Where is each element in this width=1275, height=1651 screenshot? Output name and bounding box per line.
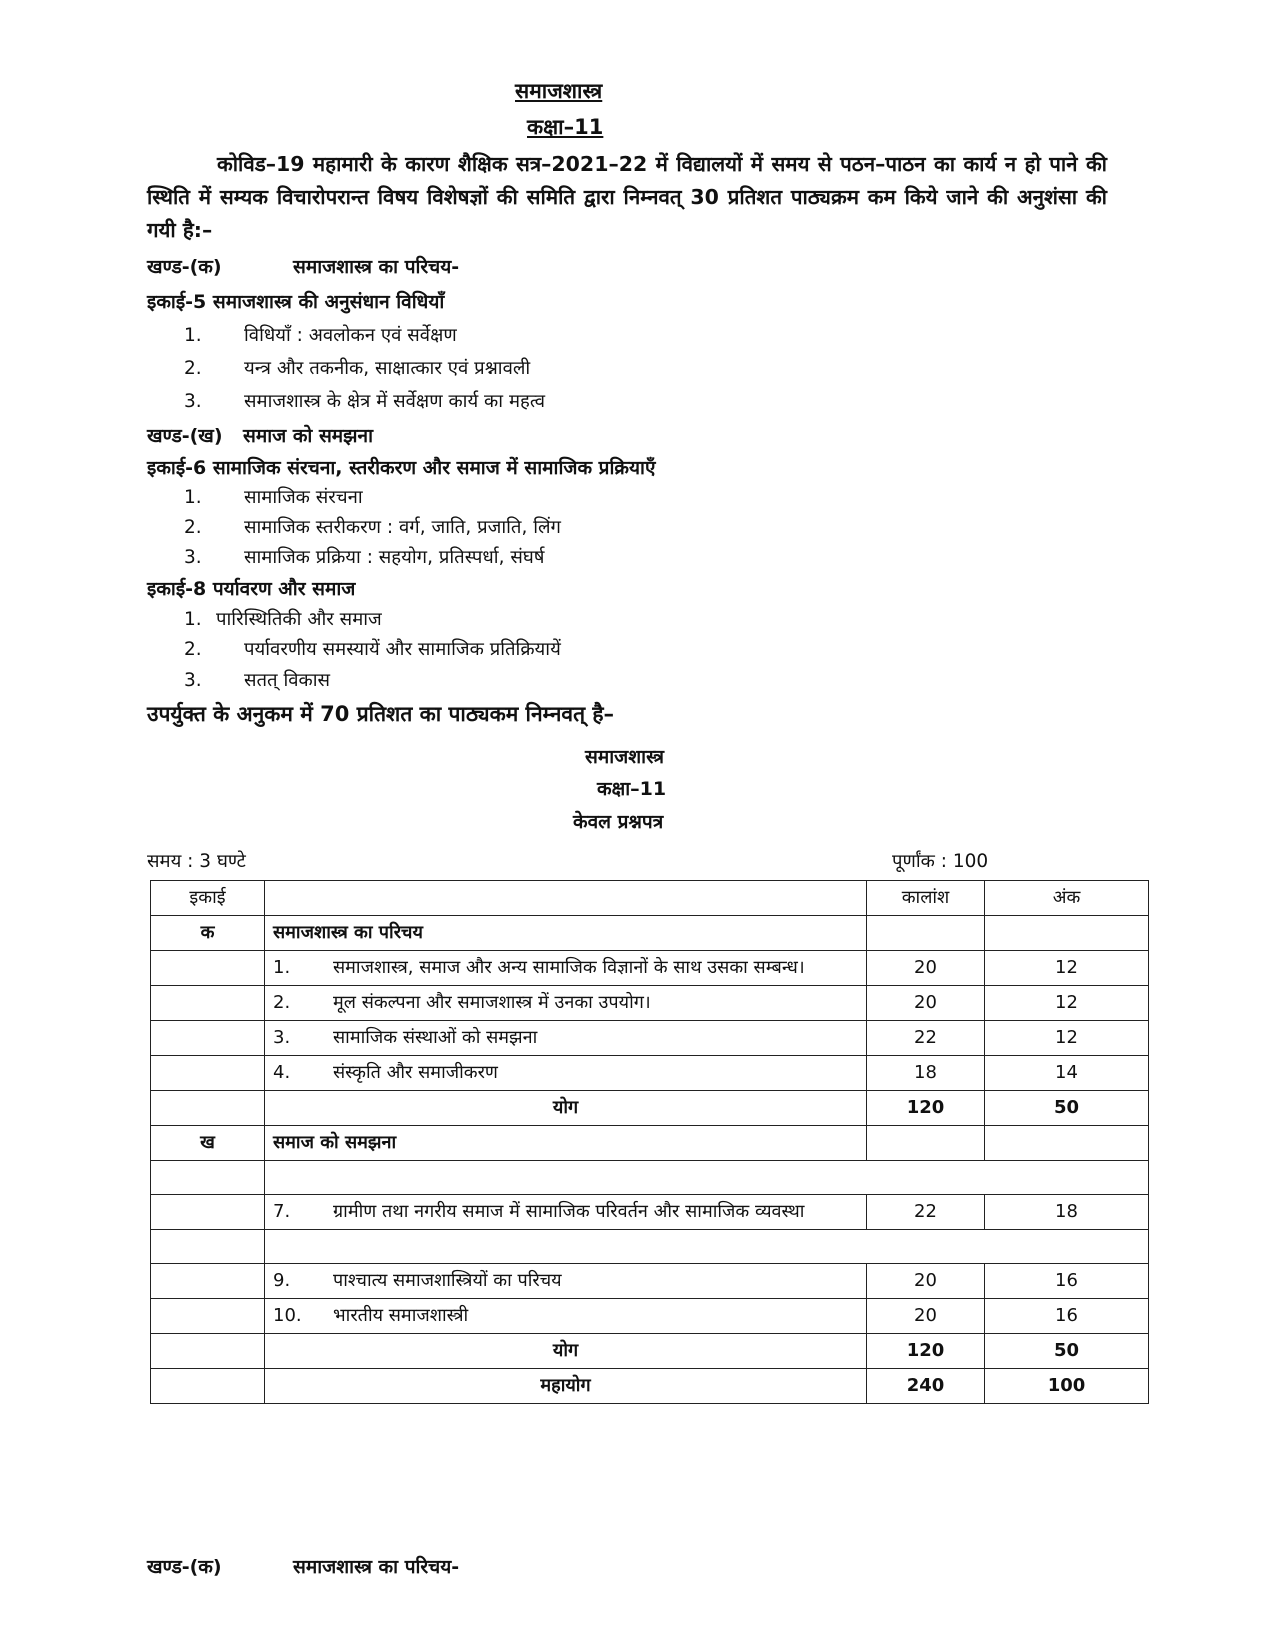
- syllabus-paper: केवल प्रश्नपत्र: [573, 811, 664, 833]
- part-a-title: समाजशास्त्र का परिचय: [265, 916, 867, 951]
- section-b-heading: [147, 422, 373, 448]
- part-a-code: क: [151, 916, 265, 951]
- table-row: 4. संस्कृति और समाजीकरण 18 14: [151, 1056, 1149, 1091]
- table-row: 7. ग्रामीण तथा नगरीय समाज में सामाजिक परिवर्तन और सामाजिक व्यवस्था 22 18: [151, 1195, 1149, 1230]
- table-row: 2. मूल संकल्पना और समाजशास्त्र में उनका उपयोग। 20 12: [151, 986, 1149, 1021]
- unit6-title: इकाई-6 सामाजिक संरचना, स्तरीकरण और समाज में सामाजिक प्रक्रियाएँ: [147, 457, 656, 479]
- part-b-total-row: योग 120 50: [151, 1334, 1149, 1369]
- table-row: 1. समाजशास्त्र, समाज और अन्य सामाजिक विज्ञानों के साथ उसका सम्बन्ध। 20 12: [151, 951, 1149, 986]
- table-header-row: [151, 881, 1149, 916]
- syllabus-table: [150, 880, 1149, 1404]
- unit5-item: 2. यन्त्र और तकनीक, साक्षात्कार एवं प्रश्नावली: [184, 358, 531, 379]
- empty-row: [151, 1230, 1149, 1264]
- part-b-title: समाज को समझना: [265, 1126, 867, 1161]
- table-row: 10. भारतीय समाजशास्त्री 20 16: [151, 1299, 1149, 1334]
- class-title: कक्षा–11: [527, 115, 604, 139]
- unit5-item: 3. समाजशास्त्र के क्षेत्र में सर्वेक्षण कार्य का महत्व: [184, 391, 546, 412]
- summary-line: उपर्युक्त के अनुकम में 70 प्रतिशत का पाठ्यकम निम्नवत् है–: [147, 702, 614, 726]
- part-a-row: [151, 916, 1149, 951]
- header-periods: कालांश: [867, 881, 985, 916]
- header-topic: [265, 881, 867, 916]
- grand-total-row: महायोग 240 100: [151, 1369, 1149, 1404]
- unit8-title: इकाई-8 पर्यावरण और समाज: [147, 578, 356, 600]
- unit8-item: 3. सतत् विकास: [184, 670, 331, 691]
- exam-time: समय : 3 घण्टे: [147, 851, 246, 872]
- header-unit: इकाई: [151, 881, 265, 916]
- intro-paragraph: [147, 148, 1107, 247]
- section-a-label: खण्ड-(क): [147, 256, 222, 278]
- part-b-code: ख: [151, 1126, 265, 1161]
- section-b-title: समाज को समझना: [243, 425, 374, 447]
- footer-section-title: समाजशास्त्र का परिचय-: [293, 1556, 460, 1578]
- unit6-item: 1. सामाजिक संरचना: [184, 487, 363, 508]
- header-marks: अंक: [985, 881, 1149, 916]
- section-a-heading: [147, 253, 459, 279]
- unit6-item: 3. सामाजिक प्रक्रिया : सहयोग, प्रतिस्पर्धा, संघर्ष: [184, 547, 545, 568]
- section-a-title: समाजशास्त्र का परिचय-: [293, 256, 460, 278]
- unit6-item: 2. सामाजिक स्तरीकरण : वर्ग, जाति, प्रजाति, लिंग: [184, 517, 561, 538]
- unit8-item: 2. पर्यावरणीय समस्यायें और सामाजिक प्रतिक्रियायें: [184, 639, 561, 660]
- table-row: 9. पाश्चात्य समाजशास्त्रियों का परिचय 20 16: [151, 1264, 1149, 1299]
- intro-text: कोविड–19 महामारी के कारण शैक्षिक सत्र–2021–22 में विद्यालयों में समय से पठन–पाठन का कार्य न हो पाने की स्थिति में सम्यक विचारोपरान्त विषय विशेषज्ञों की समिति द्वारा निम्नवत् 30 प्रतिशत पाठ्यक्रम कम किये जाने की अनुशंसा की गयी है:–: [147, 152, 1107, 242]
- syllabus-subject: समाजशास्त्र: [585, 746, 664, 768]
- footer-section-heading: [147, 1553, 459, 1579]
- part-a-total-row: योग 120 50: [151, 1091, 1149, 1126]
- footer-section-label: खण्ड-(क): [147, 1556, 222, 1578]
- max-marks: पूर्णांक : 100: [892, 851, 989, 872]
- unit8-item: 1. पारिस्थितिकी और समाज: [184, 609, 382, 630]
- unit5-item: 1. विधियाँ : अवलोकन एवं सर्वेक्षण: [184, 325, 457, 346]
- part-b-row: [151, 1126, 1149, 1161]
- section-b-label: खण्ड-(ख): [147, 425, 223, 447]
- empty-row: [151, 1161, 1149, 1195]
- table-row: 3. सामाजिक संस्थाओं को समझना 22 12: [151, 1021, 1149, 1056]
- unit5-title: इकाई-5 समाजशास्त्र की अनुसंधान विधियाँ: [147, 291, 445, 313]
- syllabus-class: कक्षा–11: [597, 778, 667, 800]
- page-title: समाजशास्त्र: [515, 79, 603, 103]
